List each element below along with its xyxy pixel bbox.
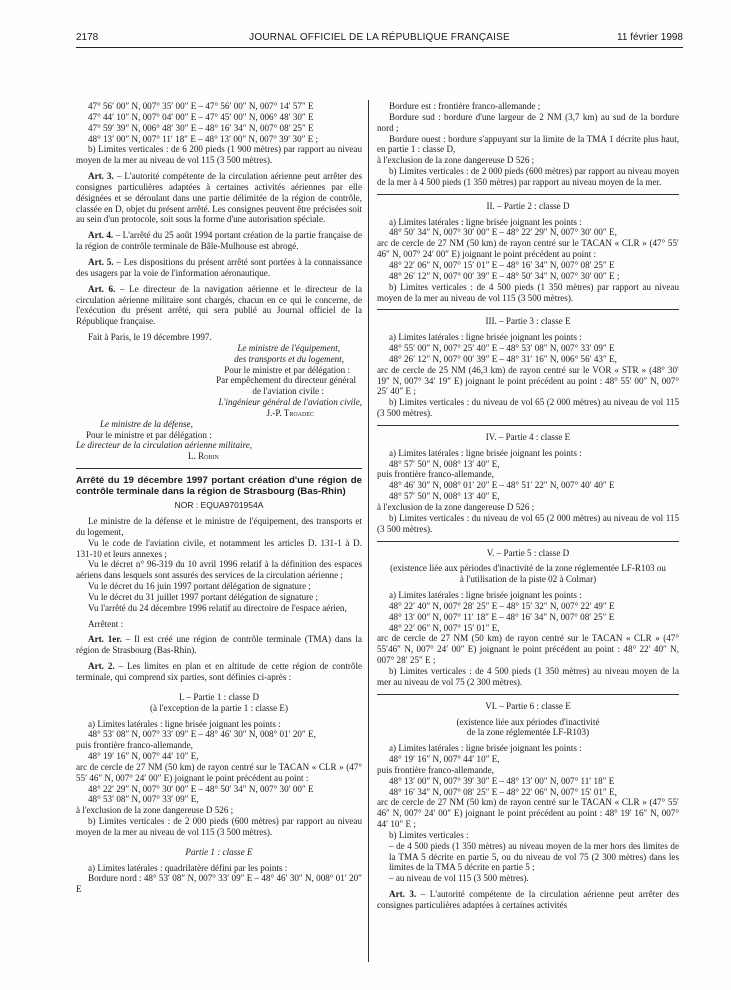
vertical-limits: b) Limites verticales : de 4 500 pieds (1 350 mètres) par rapport au niveau moyen de la mer au niveau de vol 115 (3 500 mètres). [377, 281, 679, 303]
coord-line: 48° 13′ 00″ N, 007° 39′ 30″ E – 48° 13′ 00″ N, 007° 11′ 18″ E [389, 775, 615, 786]
coord-line: 48° 13′ 00″ N, 007° 11′ 18″ E – 48° 16′ 34″ N, 007° 08′ 25″ E [389, 611, 615, 622]
lateral-limits: a) Limites latérales : ligne brisée joignant les points : [88, 718, 281, 729]
part-subheading: de la zone réglementée LF-R103) [466, 727, 590, 738]
coord-line: 47° 44′ 10″ N, 007° 04′ 00″ E – 47° 45′ 00″ N, 006° 48′ 30″ E [88, 111, 314, 122]
signature-line: Pour le ministre et par délégation : [86, 429, 212, 440]
part-heading: V. – Partie 5 : classe D [486, 547, 570, 558]
section-separator [377, 541, 679, 542]
border-line: Bordure sud : bordure d'une largeur de 2 NM (3,7 km) au sud de la bordure nord ; [377, 111, 679, 133]
decree-title: Arrêté du 19 décembre 1997 portant création d'une région de contrôle terminale dans la région de Strasbourg (Bas-Rhin) [76, 475, 362, 498]
lateral-limits: a) Limites latérales : ligne brisée joignant les points : [389, 743, 582, 754]
article-text: – Il est créé une région de contrôle terminale (TMA) dans la région de Strasbourg (Bas-Rhin). [76, 634, 362, 656]
signature-name: J.-P. Troadec [266, 407, 314, 418]
lateral-limits: a) Limites latérales : ligne brisée joignant les points : [389, 590, 582, 601]
coord-line: arc de cercle de 25 NM (46,3 km) de rayon centré sur le VOR « STR » (48° 30′ 19″ N, 007° 34′ 19″ E) joignant le point précédent au point : 48° 55′ 00″ N, 007° 25′ 40″ E ; [377, 364, 679, 397]
coord-line: Bordure nord : 48° 53′ 08″ N, 007° 33′ 09″ E – 48° 46′ 30″ N, 008° 01′ 20″ E [76, 873, 362, 895]
page-number: 2178 [76, 32, 99, 43]
signature-line: Par empêchement du directeur général [216, 375, 356, 386]
coord-line: 47° 56′ 00″ N, 007° 35′ 00″ E – 47° 56′ 00″ N, 007° 14′ 57″ E [88, 101, 314, 111]
coord-line: 48° 57′ 50″ N, 008° 13′ 40″ E, [389, 491, 500, 502]
article-label: Art. 1er. [88, 634, 122, 645]
article-label: Art. 4. [88, 230, 114, 241]
lateral-limits: a) Limites latérales : ligne brisée joignant les points : [389, 332, 582, 343]
visa-line: Vu le décret du 16 juin 1997 portant délégation de signature ; [88, 581, 311, 592]
vertical-limit-item: – de 4 500 pieds (1 350 mètres) au niveau moyen de la mer hors des limites de la TMA 5 décrite en partie 5, ou du niveau de vol 75 (2 300 mètres) dans les limites de la TMA 5 décrite en partie 5 ; [389, 840, 679, 873]
article-6 [76, 284, 362, 327]
coord-line: 47° 59′ 39″ N, 006° 48′ 30″ E – 48° 16′ 34″ N, 007° 08′ 25″ E [88, 122, 314, 133]
article-text: – Les limites en plan et en altitude de cette région de contrôle terminale, qui comprend six parties, sont définies ci-après : [76, 661, 363, 682]
coord-line: 48° 13′ 00″ N, 007° 11′ 18″ E – 48° 13′ 00″ N, 007° 39′ 30″ E ; [88, 133, 319, 144]
article-5 [76, 257, 362, 279]
coord-line: 48° 22′ 29″ N, 007° 30′ 00″ E – 48° 50′ 34″ N, 007° 30′ 00″ E [88, 783, 314, 794]
part-heading: Partie 1 : classe E [185, 846, 253, 857]
coord-line: 48° 57′ 50″ N, 008° 13′ 40″ E, [389, 458, 500, 469]
signature-line: des transports et du logement, [234, 353, 344, 364]
coord-line: arc de cercle de 27 NM (50 km) de rayon centré sur le TACAN « CLR » (47° 55′46″ N, 007° 24′ 00″ E) joignant le point précédent au point : 48° 22′ 40″ N, 007° 28′ 25″ E ; [377, 633, 679, 666]
article-label: Art. 3. [389, 889, 417, 900]
coord-line: 48° 50′ 34″ N, 007° 30′ 00″ E – 48° 22′ 29″ N, 007° 30′ 00″ E, [389, 227, 617, 238]
date-place: Fait à Paris, le 19 décembre 1997. [88, 332, 212, 343]
coord-line: 48° 22′ 40″ N, 007° 28′ 25″ E – 48° 15′ 32″ N, 007° 22′ 49″ E [389, 600, 615, 611]
coord-line: 48° 55′ 00″ N, 007° 25′ 40″ E – 48° 53′ 08″ N, 007° 33′ 09″ E [389, 343, 615, 354]
signature-line: Pour le ministre et par délégation : [224, 364, 350, 375]
coord-line: 48° 26′ 12″ N, 007° 00′ 39″ E – 48° 50′ 34″ N, 007° 30′ 00″ E ; [389, 270, 620, 281]
coord-line: 48° 22′ 06″ N, 007° 15′ 01″ E – 48° 16′ 34″ N, 007° 08′ 25″ E [389, 259, 615, 270]
coord-line: arc de cercle de 27 NM (50 km) de rayon centré sur le TACAN « CLR » (47° 55′ 46″ N, 007° 24′ 00″ E) joignant le point précédent au point : [76, 761, 362, 783]
part-subheading: (existence liée aux périodes d'inactivité de la zone réglementée LF-R103 ou à l'utilisation de la piste 02 à Colmar) [390, 563, 666, 585]
vertical-limits: b) Limites verticales : du niveau de vol 65 (2 000 mètres) au niveau de vol 115 (3 500 mètres). [377, 512, 679, 534]
signature-line: Le ministre de l'équipement, [237, 342, 340, 353]
part-heading: II. – Partie 2 : classe D [486, 200, 570, 211]
vertical-limits: b) Limites verticales : de 6 200 pieds (1 900 mètres) par rapport au niveau moyen de la mer au niveau de vol 115 (3 500 mètres). [76, 144, 362, 166]
part-subheading: (à l'exception de la partie 1 : classe E) [150, 702, 288, 713]
visa-line: Vu le code de l'aviation civile, et notamment les articles D. 131-1 à D. 131-10 et leurs annexes ; [76, 537, 362, 559]
border-line: Bordure est : frontière franco-allemande ; [389, 101, 541, 111]
arretent: Arrêtent : [88, 618, 124, 629]
coord-line: 48° 19′ 16″ N, 007° 44′ 10″ E, [88, 751, 199, 762]
journal-title: JOURNAL OFFICIEL DE LA RÉPUBLIQUE FRANÇAISE [249, 32, 510, 43]
article-label: Art. 3. [88, 171, 114, 182]
part-heading: IV. – Partie 4 : classe E [485, 431, 571, 442]
right-column [377, 101, 679, 911]
article-4 [76, 230, 362, 252]
coord-line: 48° 26′ 12″ N, 007° 00′ 39″ E – 48° 31′ 16″ N, 006° 56′ 43″ E, [389, 353, 617, 364]
publication-date: 11 février 1998 [617, 32, 683, 43]
coord-line: puis frontière franco-allemande, [377, 469, 494, 480]
border-line: à l'exclusion de la zone dangereuse D 526 ; [377, 155, 535, 166]
article-2 [76, 661, 362, 683]
page-header [76, 32, 683, 46]
coord-line: 48° 46′ 30″ N, 008° 01′ 20″ E – 48° 51′ 22″ N, 007° 40′ 40″ E [389, 480, 615, 491]
coord-line: 48° 22′ 06″ N, 007° 15′ 01″ E, [389, 622, 500, 633]
left-column [76, 101, 362, 895]
coord-line: puis frontière franco-allemande, [377, 764, 494, 775]
part-heading: VI. – Partie 6 : classe E [485, 700, 571, 711]
vertical-limit-item: – au niveau de vol 115 (3 500 mètres). [389, 873, 529, 884]
article-label: Art. 6. [88, 283, 116, 294]
nor-reference: NOR : EQUA9701954A [174, 500, 264, 511]
article-label: Art. 2. [88, 661, 115, 672]
coord-line: arc de cercle de 27 NM (50 km) de rayon centré sur le TACAN « CLR » (47° 55′ 46″ N, 007° 24′ 00″ E) joignant le point précédent au point : [377, 238, 679, 260]
part-subheading: (existence liée aux périodes d'inactivité [456, 716, 600, 727]
part-heading: III. – Partie 3 : classe E [485, 316, 571, 327]
section-separator [377, 425, 679, 426]
article-1 [76, 634, 362, 656]
section-separator [377, 694, 679, 695]
article-3b [377, 889, 679, 911]
signature-line: Le directeur de la circulation aérienne militaire, [76, 440, 253, 451]
vertical-limits: b) Limites verticales : du niveau de vol 65 (2 000 mètres) au niveau de vol 115 (3 500 mètres). [377, 397, 679, 419]
vertical-limits: b) Limites verticales : de 2 000 pieds (600 mètres) par rapport au niveau moyen de la mer au niveau de vol 115 (3 500 mètres). [76, 816, 362, 837]
signature-line: Le ministre de la défense, [100, 418, 193, 429]
vertical-limits: b) Limites verticales : de 2 000 pieds (600 mètres) par rapport au niveau moyen de la mer à 4 500 pieds (1 350 mètres) par rapport au niveau moyen de la mer. [377, 166, 679, 187]
vertical-limits: b) Limites verticales : de 4 500 pieds (1 350 mètres) au niveau moyen de la mer au niveau de vol 75 (2 300 mètres). [377, 665, 679, 687]
column-divider [368, 100, 369, 962]
lateral-limits: a) Limites latérales : ligne brisée joignant les points : [389, 216, 582, 227]
visa-line: Vu le décret n° 96-319 du 10 avril 1996 relatif à la définition des espaces aériens dans lesquels sont assurés des services de la circulation aérienne ; [76, 559, 362, 581]
coord-line: 48° 19′ 16″ N, 007° 44′ 10″ E, [389, 754, 500, 765]
article-text: – L'autorité compétente de la circulation aérienne peut arrêter des consignes particulières adaptées à certaines activités [377, 889, 680, 910]
coord-line: 48° 16′ 34″ N, 007° 08′ 25″ E – 48° 22′ 06″ N, 007° 15′ 01″ E, [389, 786, 617, 797]
signature-name: L. Robin [188, 451, 219, 462]
coord-line: à l'exclusion de la zone dangereuse D 526 ; [377, 502, 535, 512]
visa-line: Vu l'arrêté du 24 décembre 1996 relatif au directoire de l'espace aérien, [88, 602, 347, 613]
lateral-limits: a) Limites latérales : ligne brisée joignant les points : [389, 447, 582, 458]
coord-line: puis frontière franco-allemande, [76, 740, 193, 751]
article-text: – L'autorité compétente de la circulation aérienne peut arrêter des consignes particulières adaptées à certaines activités aériennes par elle désignées et se déroulant dans une partie délimitée de la région de contrôle, classée en D, objet du présent arrêté. Les consignes peuvent être précisées soit au sein d'un protocole, soit sous la forme d'une autorisation spéciale. [76, 171, 363, 225]
coord-line: 48° 53′ 08″ N, 007° 33′ 09″ E, [88, 794, 199, 805]
signature-line: L'ingénieur général de l'aviation civile, [218, 397, 362, 408]
coord-line: arc de cercle de 27 NM (50 km) de rayon centré sur le TACAN « CLR » (47° 55′ 46″ N, 007° 24′ 00″ E) joignant le point précédent au point : 48° 19′ 16″ N, 007° 44′ 10″ E ; [377, 797, 679, 830]
coord-line: 48° 53′ 08″ N, 007° 33′ 09″ E – 48° 46′ 30″ N, 008° 01′ 20″ E, [88, 729, 316, 740]
article-label: Art. 5. [88, 256, 114, 267]
signature-line: de l'aviation civile : [252, 386, 324, 397]
section-separator [377, 194, 679, 195]
vertical-limits: b) Limites verticales : [389, 829, 469, 840]
lateral-limits: a) Limites latérales : quadrilatère défini par les points : [88, 862, 288, 873]
section-separator [76, 468, 362, 469]
intro-text: Le ministre de la défense et le ministre de l'équipement, des transports et du logement, [76, 516, 362, 537]
coord-line: à l'exclusion de la zone dangereuse D 526 ; [76, 805, 234, 816]
header-rule [76, 47, 683, 48]
article-3 [76, 171, 362, 225]
article-text: – Les dispositions du présent arrêté sont portées à la connaissance des usagers par la voie de l'information aéronautique. [76, 256, 363, 278]
article-text: – L'arrêté du 25 août 1994 portant création de la partie française de la région de contrôle terminale de Bâle-Mulhouse est abrogé. [76, 230, 363, 252]
section-separator [377, 309, 679, 310]
article-text: – Le directeur de la navigation aérienne et le directeur de la circulation aérienne militaire sont chargés, chacun en ce qui le concerne, de l'exécution du présent arrêté, qui sera publié au Journal officiel de la République française. [76, 283, 362, 327]
visa-line: Vu le décret du 31 juillet 1997 portant délégation de signature ; [88, 591, 319, 602]
border-line: Bordure ouest : bordure s'appuyant sur la limite de la TMA 1 décrite plus haut, en partie 1 : classe D, [377, 133, 679, 155]
part-heading: I. – Partie 1 : classe D [178, 691, 260, 702]
